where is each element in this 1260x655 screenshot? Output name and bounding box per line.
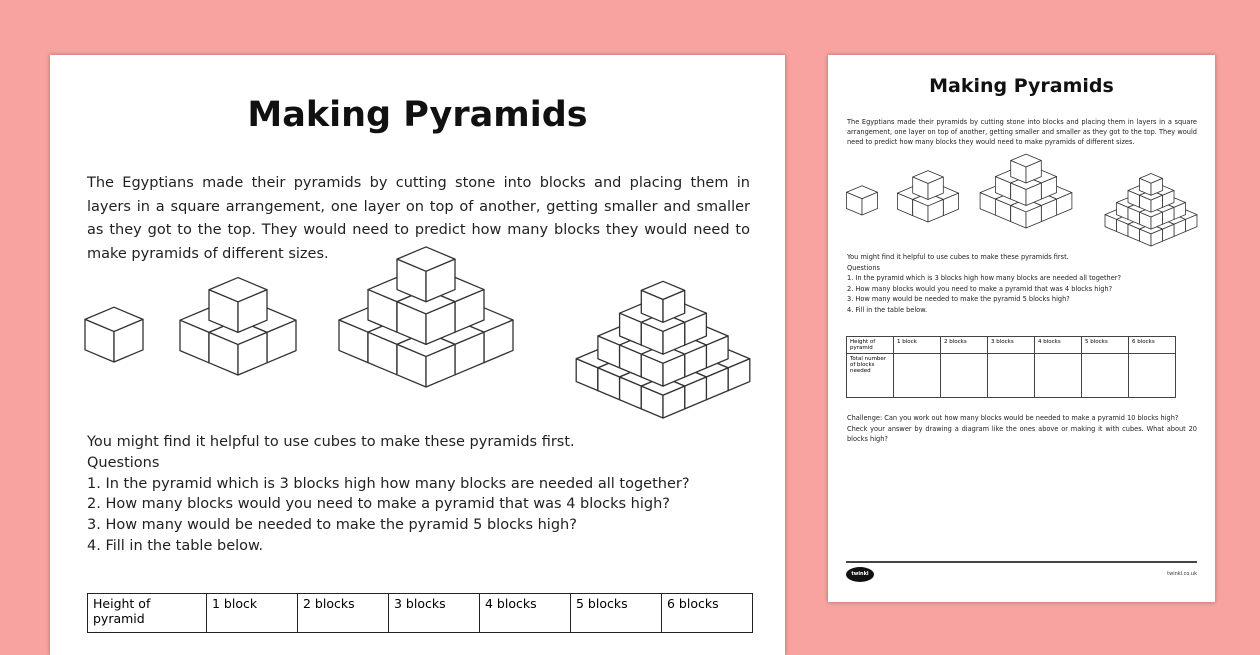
question-2: 2. How many blocks would you need to make a pyramid that was 4 blocks high?	[87, 496, 670, 513]
answer-cell	[1082, 354, 1129, 398]
question-1: 1. In the pyramid which is 3 blocks high how many blocks are needed all together?	[87, 475, 690, 492]
questions-section	[87, 432, 690, 557]
answer-cell	[988, 354, 1035, 398]
table-header-cell: Height of pyramid	[88, 594, 207, 633]
table-row-label: Total number of blocks needed	[847, 354, 894, 398]
table-header-cell: 3 blocks	[988, 337, 1035, 354]
pyramid-3	[339, 247, 513, 387]
pyramid-1	[85, 307, 143, 362]
pyramid-4	[576, 281, 750, 418]
pyramid-3	[980, 154, 1072, 228]
intro-paragraph: The Egyptians made their pyramids by cutting stone into blocks and placing them in layers in a square arrangement, one layer on top of another, getting smaller and smaller as they got to the top. They would need to predict how many blocks they would need to make pyramids of different sizes.	[847, 118, 1197, 146]
worksheet-preview-large	[50, 55, 785, 655]
cube	[913, 171, 944, 200]
table-header-cell: 2 blocks	[298, 594, 389, 633]
check-text: Check your answer by drawing a diagram like the ones above or making it with cubes. What about 20 blocks high?	[847, 424, 1197, 443]
cube	[85, 307, 143, 362]
answer-table	[87, 593, 753, 633]
questions-heading: Questions	[847, 263, 880, 272]
cube	[397, 247, 455, 302]
pyramid-1	[847, 186, 878, 215]
question-2: 2. How many blocks would you need to make a pyramid that was 4 blocks high?	[847, 284, 1113, 293]
worksheet-title: Making Pyramids	[247, 95, 588, 135]
answer-table	[846, 336, 1176, 398]
cube	[1011, 154, 1042, 183]
questions-heading: Questions	[87, 454, 160, 471]
cube	[847, 186, 878, 215]
twinkl-logo: twinkl	[846, 567, 874, 582]
pyramid-2	[897, 171, 958, 222]
footer-url: twinkl.co.uk	[1167, 571, 1197, 577]
challenge-section	[847, 413, 1197, 445]
table-header-cell: 6 blocks	[662, 594, 753, 633]
table-header-cell: 4 blocks	[480, 594, 571, 633]
pyramid-illustrations	[828, 55, 1215, 602]
hint-text: You might find it helpful to use cubes to make these pyramids first.	[87, 434, 575, 450]
question-3: 3. How many would be needed to make the pyramid 5 blocks high?	[87, 517, 577, 534]
pyramid-4	[1105, 174, 1197, 246]
pyramid-illustrations	[50, 55, 785, 655]
pyramid-2	[180, 278, 296, 375]
table-header-cell: 5 blocks	[1082, 337, 1129, 354]
answer-cell	[941, 354, 988, 398]
question-1: 1. In the pyramid which is 3 blocks high how many blocks are needed all together?	[847, 274, 1121, 282]
cube	[641, 281, 684, 322]
question-4: 4. Fill in the table below.	[87, 537, 264, 554]
table-header-cell: 1 block	[894, 337, 941, 354]
hint-text: You might find it helpful to use cubes to make these pyramids first.	[847, 253, 1069, 261]
table-header-cell: 3 blocks	[389, 594, 480, 633]
question-4: 4. Fill in the table below.	[847, 305, 928, 314]
table-header-cell: 2 blocks	[941, 337, 988, 354]
worksheet-title: Making Pyramids	[929, 75, 1114, 97]
answer-cell	[894, 354, 941, 398]
table-header-cell: 1 block	[207, 594, 298, 633]
questions-section	[847, 252, 1121, 315]
cube	[1140, 174, 1163, 196]
table-header-cell: 6 blocks	[1129, 337, 1176, 354]
worksheet-preview-small	[828, 55, 1215, 602]
table-header-cell: Height of pyramid	[847, 337, 894, 354]
cube	[209, 278, 267, 333]
footer-divider	[846, 561, 1197, 563]
answer-cell	[1035, 354, 1082, 398]
intro-paragraph: The Egyptians made their pyramids by cutting stone into blocks and placing them in layers in a square arrangement, one layer on top of another, getting smaller and smaller as they got to the top. They would need to predict how many blocks they would need to make pyramids of different sizes.	[87, 175, 750, 262]
question-3: 3. How many would be needed to make the pyramid 5 blocks high?	[847, 295, 1070, 303]
table-header-cell: 5 blocks	[571, 594, 662, 633]
challenge-text: Challenge: Can you work out how many blocks would be needed to make a pyramid 10 blocks high?	[847, 414, 1179, 422]
answer-cell	[1129, 354, 1176, 398]
table-header-cell: 4 blocks	[1035, 337, 1082, 354]
